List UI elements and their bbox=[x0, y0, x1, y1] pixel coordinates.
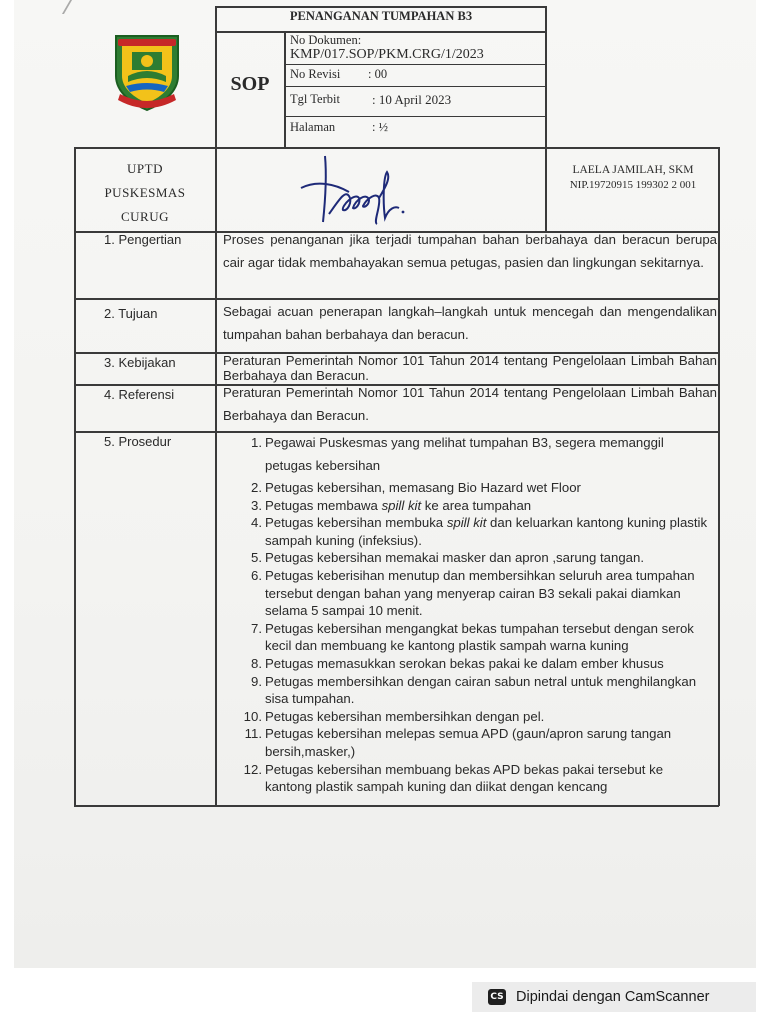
procedure-step-number: 11. bbox=[244, 726, 262, 742]
procedure-step bbox=[240, 620, 710, 655]
procedure-step-text: Petugas kebersihan memakai masker dan apron ,sarung tangan. bbox=[265, 550, 644, 566]
sop-label: SOP bbox=[230, 73, 270, 95]
section-label-prosedur: 5. Prosedur bbox=[104, 434, 172, 449]
procedure-step-text: Pegawai Puskesmas yang melihat tumpahan B3, segera memanggil petugas kebersihan bbox=[265, 435, 664, 473]
page-label: Halaman bbox=[290, 120, 336, 134]
section-text-referensi: Peraturan Pemerintah Nomor 101 Tahun 2014 tentang Pengelolaan Limbah Bahan Berbahaya dan Beracun. bbox=[223, 385, 717, 423]
procedure-step bbox=[240, 497, 710, 515]
unit-name-line-3: CURUG bbox=[120, 209, 169, 224]
table-border-top bbox=[216, 6, 546, 8]
doc-number-value: KMP/017.SOP/PKM.CRG/1/2023 bbox=[290, 47, 484, 62]
section-label-pengertian: 1. Pengertian bbox=[104, 232, 182, 247]
unit-name-line-2: PUSKESMAS bbox=[104, 185, 186, 200]
procedure-step-text: Petugas kebersihan membersihkan dengan pel. bbox=[265, 708, 545, 724]
procedure-step-text bbox=[265, 498, 531, 513]
procedure-step-number: 8. bbox=[251, 655, 262, 671]
procedure-step-text: Petugas membersihkan dengan cairan sabun netral untuk menghilangkan sisa tumpahan. bbox=[265, 673, 697, 707]
handwritten-signature bbox=[295, 148, 415, 228]
procedure-step bbox=[240, 761, 710, 796]
procedure-step-text: Petugas kebersihan melepas semua APD (gaun/apron sarung tangan bersih,masker,) bbox=[265, 726, 672, 759]
table-border-bottom bbox=[74, 805, 719, 807]
procedure-step bbox=[240, 708, 710, 726]
procedure-step-text: Petugas memasukkan serokan bekas pakai ke dalam ember khusus bbox=[265, 655, 664, 671]
doc-number-label: No Dokumen: bbox=[290, 33, 362, 47]
procedure-step bbox=[240, 725, 710, 760]
procedure-step-text: Petugas kebersihan, memasang Bio Hazard wet Floor bbox=[265, 480, 581, 495]
procedure-step-number: 2. bbox=[251, 480, 262, 495]
page-value: : ½ bbox=[372, 120, 388, 134]
procedure-step-number: 4. bbox=[251, 515, 262, 531]
header-row-line-1 bbox=[284, 64, 546, 65]
table-border-right bbox=[718, 147, 720, 806]
table-col-divider bbox=[215, 6, 217, 806]
procedure-step-text-part: Petugas membawa bbox=[265, 497, 382, 513]
procedure-step-text-part: Petugas kebersihan membuka bbox=[265, 515, 447, 531]
regional-emblem-logo bbox=[110, 30, 184, 112]
revision-label: No Revisi bbox=[290, 67, 341, 81]
procedure-step-number: 5. bbox=[251, 550, 262, 566]
procedure-steps-list bbox=[240, 431, 710, 796]
procedure-step-emphasis: spill kit bbox=[381, 497, 422, 513]
scanner-watermark-badge bbox=[472, 982, 756, 1012]
header-row-line-3 bbox=[284, 116, 546, 117]
signer-nip: NIP.19720915 199302 2 001 bbox=[569, 179, 697, 191]
procedure-step bbox=[240, 431, 710, 477]
section-text-pengertian: Proses penanganan jika terjadi tumpahan bahan berbahaya dan beracun berupa cair agar tidak membahayakan semua petugas, pasien dan lingkungan sekitarnya. bbox=[223, 232, 717, 270]
procedure-step-text: Petugas kebersihan mengangkat bekas tumpahan tersebut dengan serok kecil dan membuang ke kantong plastik sampah warna kuning bbox=[265, 620, 694, 654]
header-col-divider-sop bbox=[284, 31, 286, 147]
section-label-referensi: 4. Referensi bbox=[104, 387, 175, 402]
document-title: PENANGANAN TUMPAHAN B3 bbox=[289, 9, 473, 23]
procedure-step bbox=[240, 479, 710, 497]
section-label-kebijakan: 3. Kebijakan bbox=[104, 355, 176, 370]
section-text-kebijakan: Peraturan Pemerintah Nomor 101 Tahun 2014 tentang Pengelolaan Limbah Bahan Berbahaya dan Beracun. bbox=[223, 353, 717, 383]
procedure-step-text: Petugas keberisihan menutup dan membersihkan seluruh area tumpahan tersebut dengan bahan yang menyerap cairan B3 sekali pakai diamkan selama 5 sampai 10 menit. bbox=[265, 567, 695, 619]
procedure-step-text-part: dan keluarkan kantong kuning plastik sampah kuning (infeksius). bbox=[265, 515, 708, 548]
issue-date-value: : 10 April 2023 bbox=[372, 92, 452, 107]
procedure-step-text-part: ke area tumpahan bbox=[421, 497, 532, 513]
unit-name-line-1: UPTD bbox=[127, 161, 163, 176]
procedure-step-emphasis: spill kit bbox=[446, 515, 487, 531]
revision-value: : 00 bbox=[368, 67, 388, 81]
procedure-step-number: 6. bbox=[251, 567, 262, 583]
header-divider-title bbox=[216, 31, 546, 33]
procedure-step bbox=[240, 514, 710, 549]
procedure-step bbox=[240, 655, 710, 673]
camscanner-icon: CS bbox=[488, 989, 506, 1005]
table-border-left bbox=[74, 147, 76, 806]
procedure-step-number: 9. bbox=[251, 673, 262, 689]
procedure-step bbox=[240, 549, 710, 567]
section-label-tujuan: 2. Tujuan bbox=[104, 306, 158, 321]
procedure-step-number: 3. bbox=[251, 497, 262, 513]
signer-name: LAELA JAMILAH, SKM bbox=[572, 164, 694, 176]
procedure-step-number: 10. bbox=[243, 708, 262, 724]
page-corner-fold bbox=[62, 0, 84, 14]
procedure-step-number: 1. bbox=[251, 435, 262, 450]
header-row-line-2 bbox=[284, 86, 546, 87]
procedure-step bbox=[240, 673, 710, 708]
procedure-step bbox=[240, 567, 710, 620]
procedure-step-number: 7. bbox=[251, 620, 262, 636]
scanner-badge-text: Dipindai dengan CamScanner bbox=[516, 989, 710, 1005]
section-text-tujuan: Sebagai acuan penerapan langkah–langkah untuk mencegah dan mengendalikan tumpahan bahan berbahaya dan beracun. bbox=[223, 304, 717, 342]
procedure-step-number: 12. bbox=[243, 761, 262, 777]
header-col-divider-meta bbox=[545, 6, 547, 231]
procedure-step-text: Petugas kebersihan membuang bekas APD bekas pakai tersebut ke kantong plastik sampah kuning dan diikat dengan kencang bbox=[265, 761, 664, 795]
procedure-step-text bbox=[265, 515, 707, 548]
issue-date-label: Tgl Terbit bbox=[290, 92, 340, 106]
